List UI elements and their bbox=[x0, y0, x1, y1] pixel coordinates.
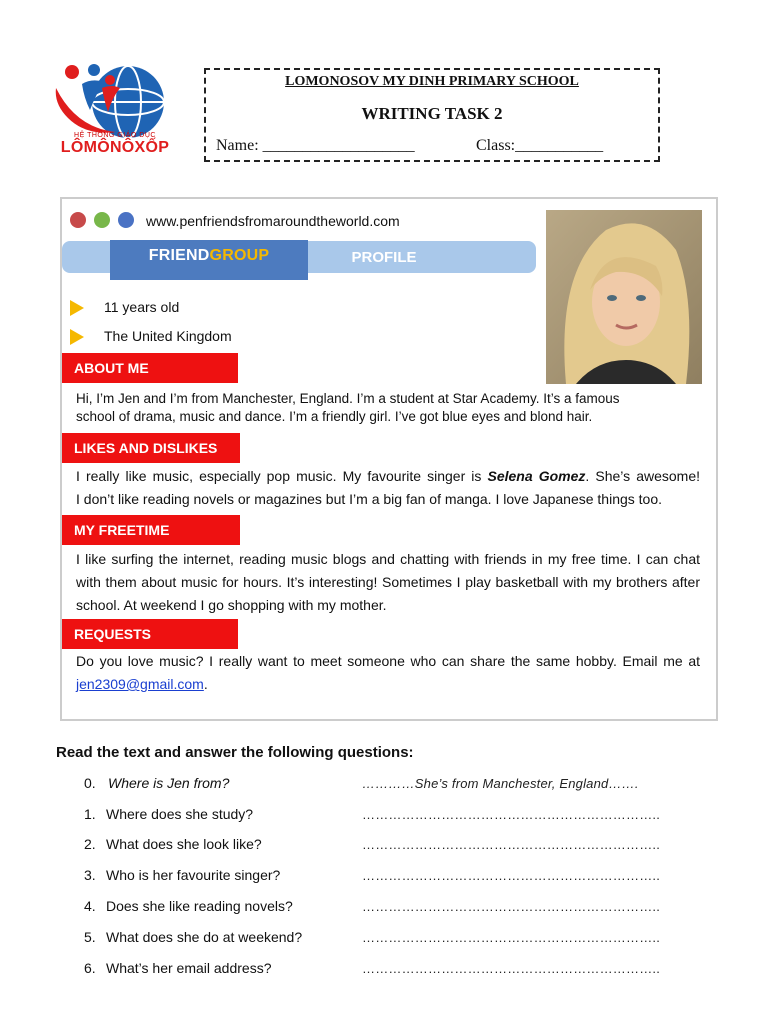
likes-line: I don’t like reading novels or magazines but I’m a big fan of manga. I love Japanese things too. bbox=[76, 491, 663, 507]
brand-group: GROUP bbox=[209, 247, 270, 264]
brand-friend: FRIEND bbox=[148, 247, 210, 264]
age-text: 11 years old bbox=[104, 299, 180, 315]
website-url: www.penfriendsfromaroundtheworld.com bbox=[146, 213, 400, 229]
logo-name: LÔMÔNÔXỐP bbox=[60, 139, 170, 156]
green-dot-icon bbox=[94, 212, 110, 228]
question-text: What does she look like? bbox=[106, 836, 262, 852]
freetime-line: with them about music for hours. It’s interesting! Sometimes I play basketball with my brothers after bbox=[76, 574, 700, 590]
about-me-line: school of drama, music and dance. I’m a friendly girl. I’ve got blue eyes and blond hair. bbox=[76, 409, 593, 424]
requests-line bbox=[76, 673, 700, 696]
about-me-text bbox=[76, 390, 700, 426]
question-number: 3. bbox=[84, 867, 96, 883]
answer-line: …………She’s from Manchester, England……. bbox=[362, 776, 639, 791]
question-number: 2. bbox=[84, 836, 96, 852]
question-text: Where does she study? bbox=[106, 806, 254, 822]
freetime-text bbox=[76, 548, 700, 617]
singer-name: Selena Gomez bbox=[487, 468, 586, 484]
blue-dot-icon bbox=[118, 212, 134, 228]
question-number: 5. bbox=[84, 929, 96, 945]
school-name: LOMONOSOV MY DINH PRIMARY SCHOOL bbox=[285, 74, 579, 89]
question-number: 1. bbox=[84, 806, 96, 822]
about-me-line: Hi, I’m Jen and I’m from Manchester, England. I’m a student at Star Academy. It’s a famous bbox=[76, 391, 620, 406]
question-number: 0. bbox=[84, 775, 96, 791]
question-number: 6. bbox=[84, 960, 96, 976]
answer-line[interactable]: ………………………………………………………….. bbox=[362, 868, 661, 883]
name-field: Name: ___________________ bbox=[216, 137, 415, 154]
questions-heading: Read the text and answer the following questions: bbox=[56, 744, 414, 761]
triangle-bullet-icon bbox=[70, 300, 84, 316]
task-title: WRITING TASK 2 bbox=[361, 104, 503, 123]
likes-line-end: . She’s awesome! bbox=[585, 468, 701, 484]
requests-text bbox=[76, 650, 700, 696]
answer-line[interactable]: ………………………………………………………….. bbox=[362, 807, 661, 822]
likes-text bbox=[76, 465, 700, 511]
requests-period: . bbox=[203, 676, 208, 692]
freetime-header: MY FREETIME bbox=[62, 515, 240, 545]
logo-text bbox=[50, 132, 180, 157]
question-text: What does she do at weekend? bbox=[106, 929, 303, 945]
requests-header: REQUESTS bbox=[62, 619, 238, 649]
profile-label: PROFILE bbox=[351, 249, 417, 266]
question-text: Who is her favourite singer? bbox=[106, 867, 281, 883]
answer-line[interactable]: ………………………………………………………….. bbox=[362, 837, 661, 852]
answer-line[interactable]: ………………………………………………………….. bbox=[362, 930, 661, 945]
freetime-line: I like surfing the internet, reading music blogs and chatting with friends in my free time. I can chat bbox=[76, 551, 700, 567]
country-text: The United Kingdom bbox=[104, 328, 232, 344]
brand-name bbox=[110, 247, 308, 265]
question-text: Where is Jen from? bbox=[108, 775, 230, 791]
email-link[interactable]: jen2309@gmail.com bbox=[76, 676, 204, 692]
likes-line bbox=[76, 465, 700, 488]
likes-line-start: I really like music, especially pop music. My favourite singer is bbox=[76, 468, 488, 484]
requests-line: Do you love music? I really want to meet someone who can share the same hobby. Email me at bbox=[76, 653, 700, 669]
triangle-bullet-icon bbox=[70, 329, 84, 345]
profile-photo bbox=[546, 210, 702, 384]
answer-line[interactable]: ………………………………………………………….. bbox=[362, 961, 661, 976]
question-text: What’s her email address? bbox=[106, 960, 272, 976]
question-number: 4. bbox=[84, 898, 96, 914]
class-field: Class:___________ bbox=[476, 137, 604, 154]
question-text: Does she like reading novels? bbox=[106, 898, 293, 914]
freetime-line: school. At weekend I go shopping with my mother. bbox=[76, 597, 387, 613]
answer-line[interactable]: ………………………………………………………….. bbox=[362, 899, 661, 914]
logo-subtitle: HỆ THỐNG GIÁO DỤC bbox=[74, 132, 156, 139]
about-me-header: ABOUT ME bbox=[62, 353, 238, 383]
red-dot-icon bbox=[70, 212, 86, 228]
likes-header: LIKES AND DISLIKES bbox=[62, 433, 240, 463]
